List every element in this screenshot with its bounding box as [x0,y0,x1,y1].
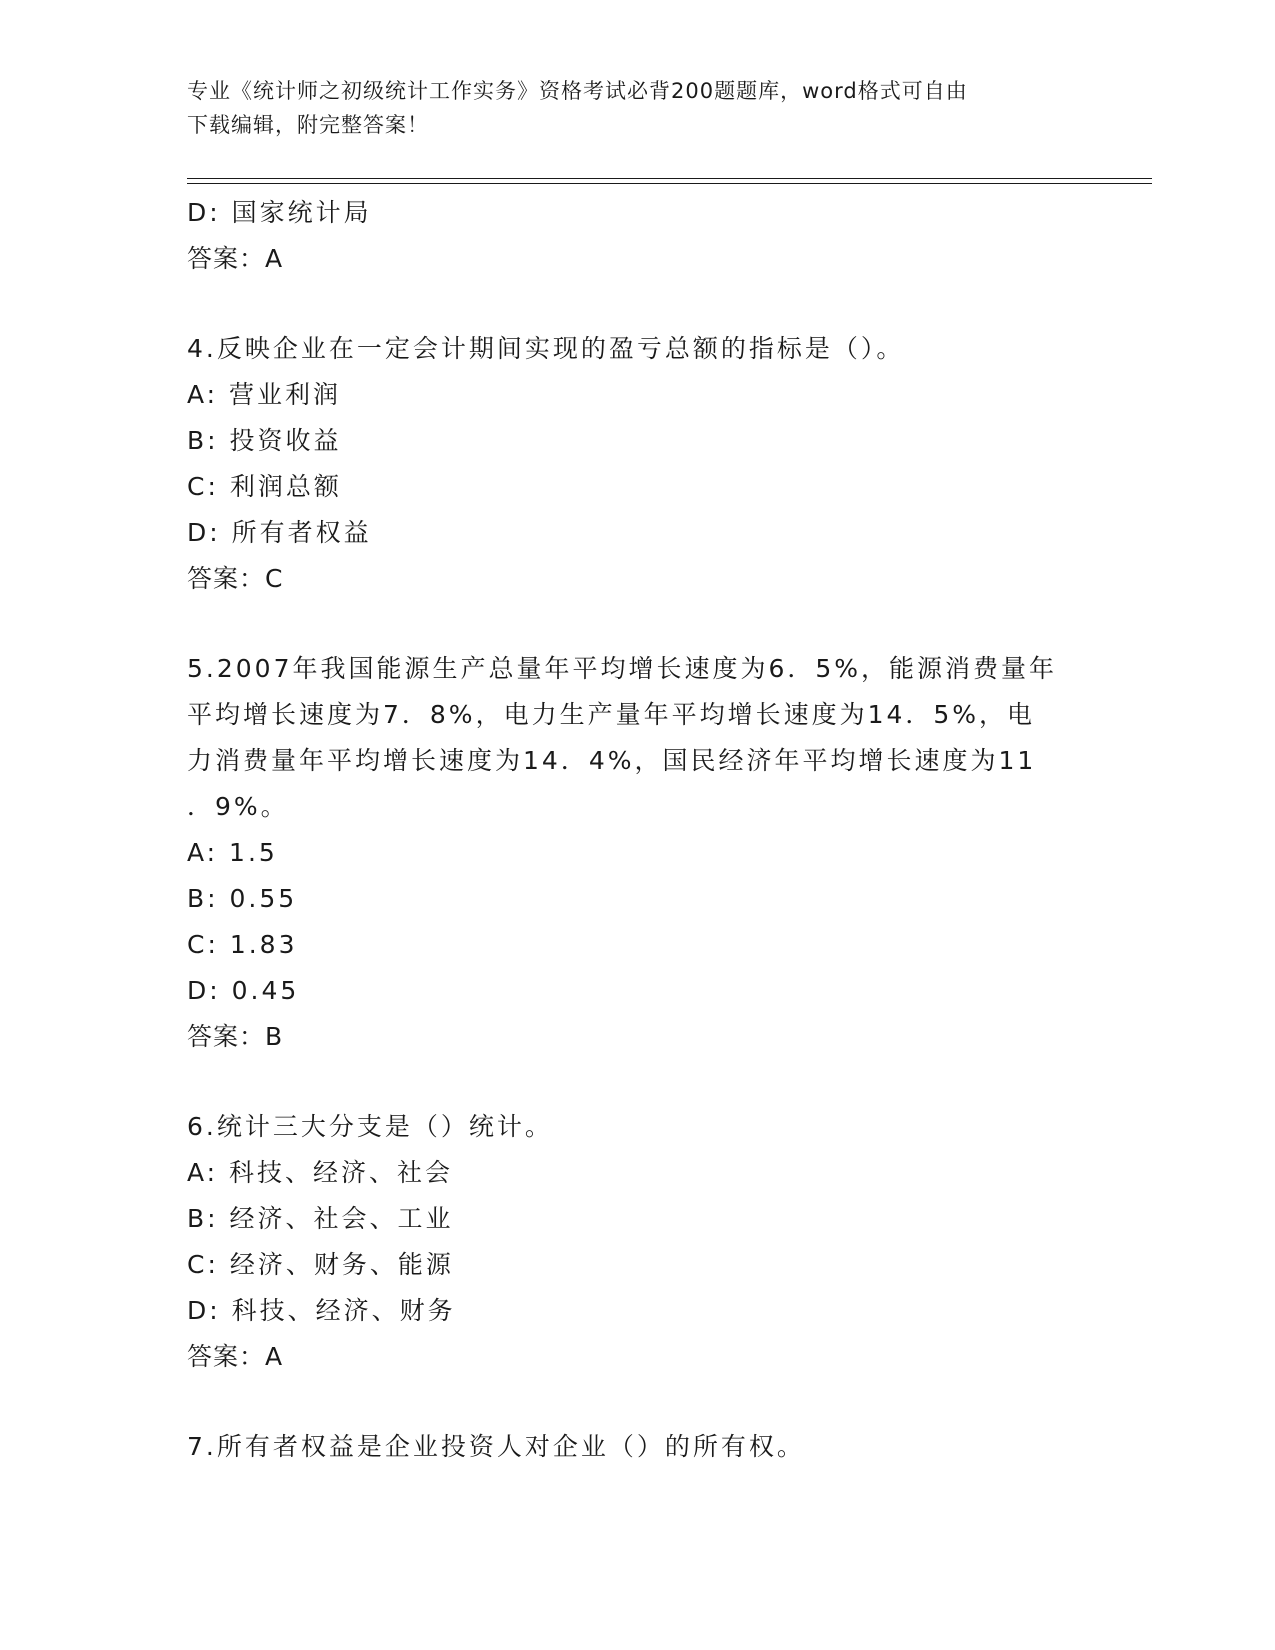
option-c: C: 1.83 [187,930,298,959]
header-line-2: 下载编辑，附完整答案！ [187,113,429,137]
question-4 [187,326,1087,602]
option-b: B: 经济、社会、工业 [187,1204,454,1233]
question-6 [187,1104,1087,1380]
answer: 答案：A [187,244,284,273]
option-d: D: 科技、经济、财务 [187,1296,456,1325]
option-d: D: 国家统计局 [187,198,372,227]
question-stem-line-1: 5.2007年我国能源生产总量年平均增长速度为6．5%，能源消费量年 [187,654,1058,683]
header-line-1: 专业《统计师之初级统计工作实务》资格考试必背200题题库，word格式可自由 [187,79,968,103]
answer: 答案：C [187,564,284,593]
option-b: B: 投资收益 [187,426,342,455]
option-b: B: 0.55 [187,884,298,913]
answer: 答案：A [187,1342,284,1371]
question-stem-line-3: 力消费量年平均增长速度为14．4%，国民经济年平均增长速度为11 [187,746,1037,775]
option-d: D: 所有者权益 [187,518,372,547]
question-stem: 6.统计三大分支是（）统计。 [187,1112,553,1141]
spacer [187,1380,1087,1424]
question-5 [187,646,1087,1060]
spacer [187,282,1087,326]
spacer [187,602,1087,646]
option-c: C: 经济、财务、能源 [187,1250,454,1279]
option-c: C: 利润总额 [187,472,342,501]
header-rule-bottom [187,183,1152,184]
option-a: A: 科技、经济、社会 [187,1158,454,1187]
option-a: A: 营业利润 [187,380,342,409]
header-rule-top [187,178,1152,179]
question-stem: 4.反映企业在一定会计期间实现的盈亏总额的指标是（）。 [187,334,905,363]
question-stem: 7.所有者权益是企业投资人对企业（）的所有权。 [187,1432,805,1461]
answer: 答案：B [187,1022,284,1051]
question-3-fragment [187,190,1087,282]
question-stem-line-2: 平均增长速度为7．8%，电力生产量年平均增长速度为14．5%，电 [187,700,1036,729]
option-a: A: 1.5 [187,838,278,867]
question-list [187,190,1087,1470]
question-7 [187,1424,1087,1470]
question-stem-line-4: ．9%。 [187,792,289,821]
spacer [187,1060,1087,1104]
option-d: D: 0.45 [187,976,300,1005]
document-header [187,74,1087,142]
